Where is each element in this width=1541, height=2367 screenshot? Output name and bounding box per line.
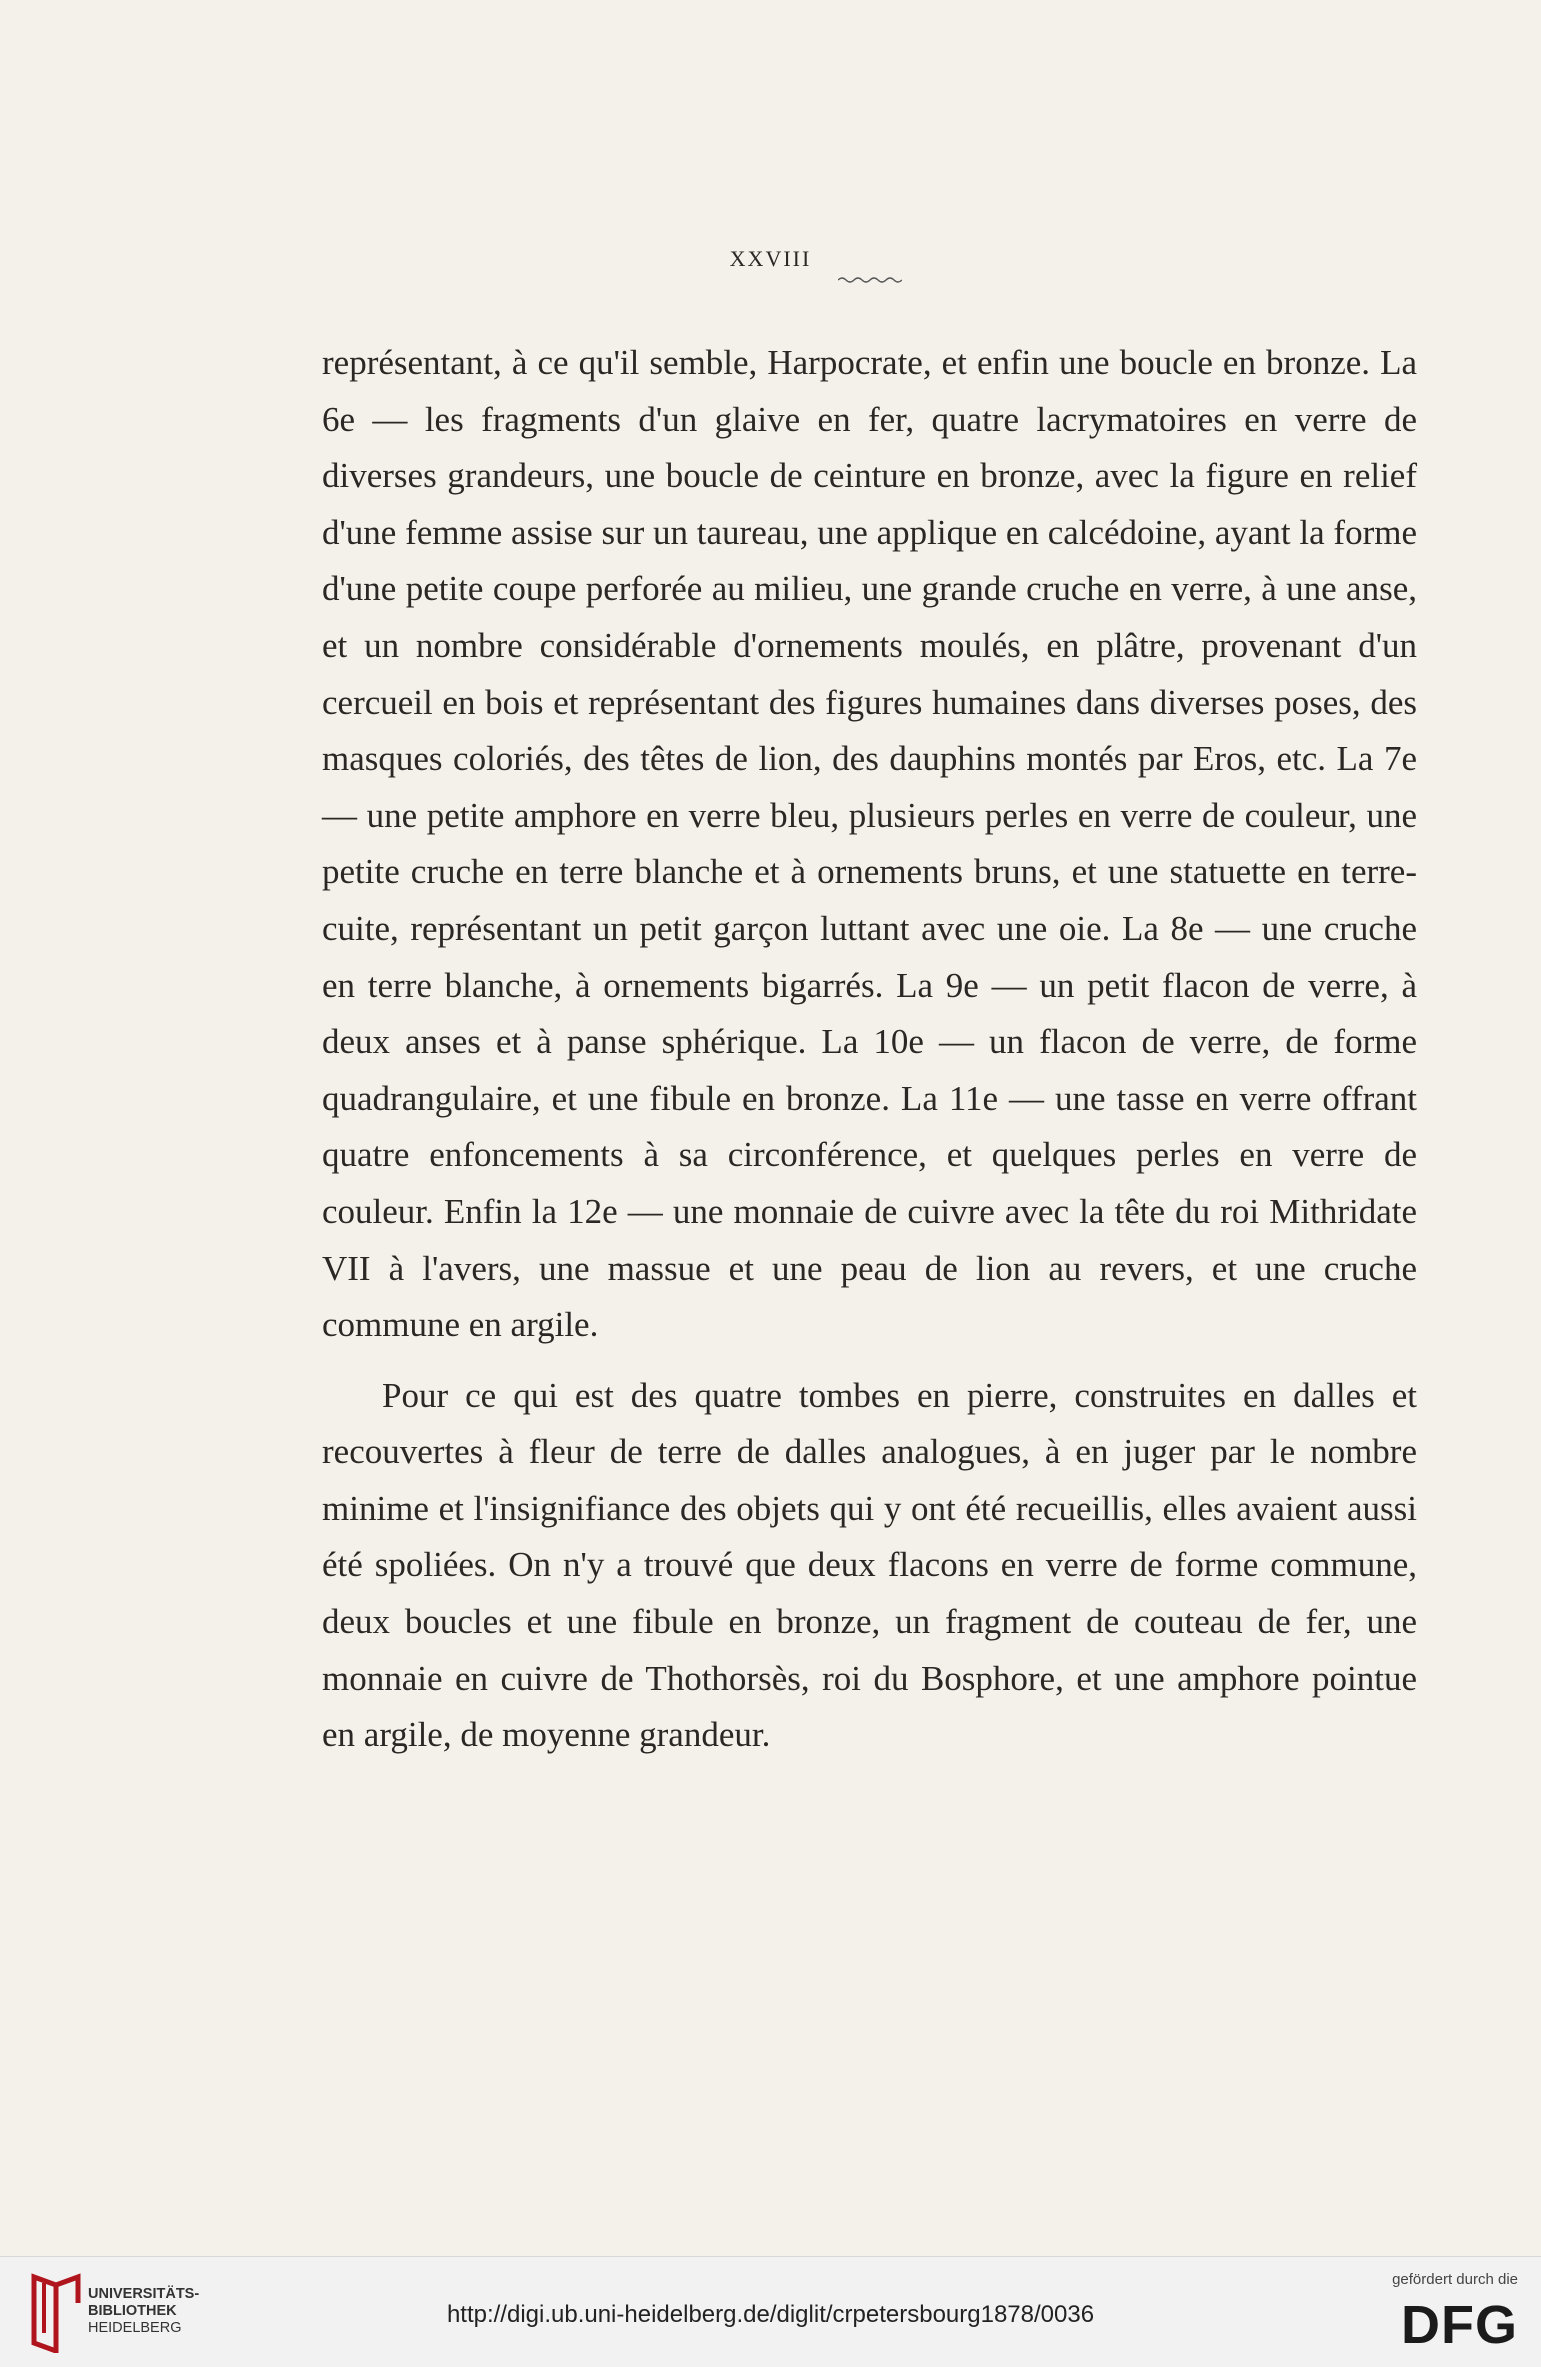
dfg-logo: DFG [1401, 2295, 1518, 2355]
paragraph-1: représentant, à ce qu'il semble, Harpocrate, et enfin une boucle en bronze. La 6e — les fragments d'un glaive en fer, quatre lacrymatoires en verre de diverses grandeurs, une boucle de ceinture en bronze, avec la figure en relief d'une femme assise sur un taureau, une applique en calcédoine, ayant la forme d'une petite coupe perforée au milieu, une grande cruche en verre, à une anse, et un nombre considérable d'ornements moulés, en plâtre, provenant d'un cercueil en bois et représentant des figures humaines dans diverses poses, des masques coloriés, des têtes de lion, des dauphins montés par Eros, etc. La 7e — une petite amphore en verre bleu, plusieurs perles en verre de couleur, une petite cruche en terre blanche et à ornements bruns, et une statuette en terre-cuite, représentant un petit garçon luttant avec une oie. La 8e — une cruche en terre blanche, à ornements bigarrés. La 9e — un petit flacon de verre, à deux anses et à panse sphérique. La 10e — un flacon de verre, de forme quadrangulaire, et une fibule en bronze. La 11e — une tasse en verre offrant quatre enfoncements à sa circonférence, et quelques perles en verre de couleur. Enfin la 12e — une monnaie de cuivre avec la tête du roi Mithridate VII à l'avers, une massue et une peau de lion au revers, et une cruche commune en argile. [322, 343, 1417, 1345]
funding-caption: gefördert durch die [1392, 2271, 1518, 2288]
paragraph-2: Pour ce qui est des quatre tombes en pierre, construites en dalles et recouvertes à fleur de terre de dalles analogues, à en juger par le nombre minime et l'insignifiance des objets qui y ont été recueillis, elles avaient aussi été spoliées. On n'y a trouvé que deux flacons en verre de forme commune, deux boucles et une fibule en bronze, un fragment de couteau de fer, une monnaie en cuivre de Thothorsès, roi du Bosphore, et une amphore pointue en argile, de moyenne grandeur. [322, 1375, 1417, 1755]
document-url-link[interactable]: http://digi.ub.uni-heidelberg.de/diglit/crpetersbourg1878/0036 [446, 2301, 1095, 2328]
footer-bar [0, 2256, 1541, 2367]
body-text [322, 335, 1417, 1764]
library-name-line-3: HEIDELBERG [88, 2320, 182, 2336]
page-number: XXVIII [729, 246, 812, 271]
library-name-line-2: BIBLIOTHEK [88, 2303, 177, 2319]
library-name-line-1: UNIVERSITÄTS- [88, 2286, 200, 2302]
page-number-ornament [838, 276, 902, 284]
